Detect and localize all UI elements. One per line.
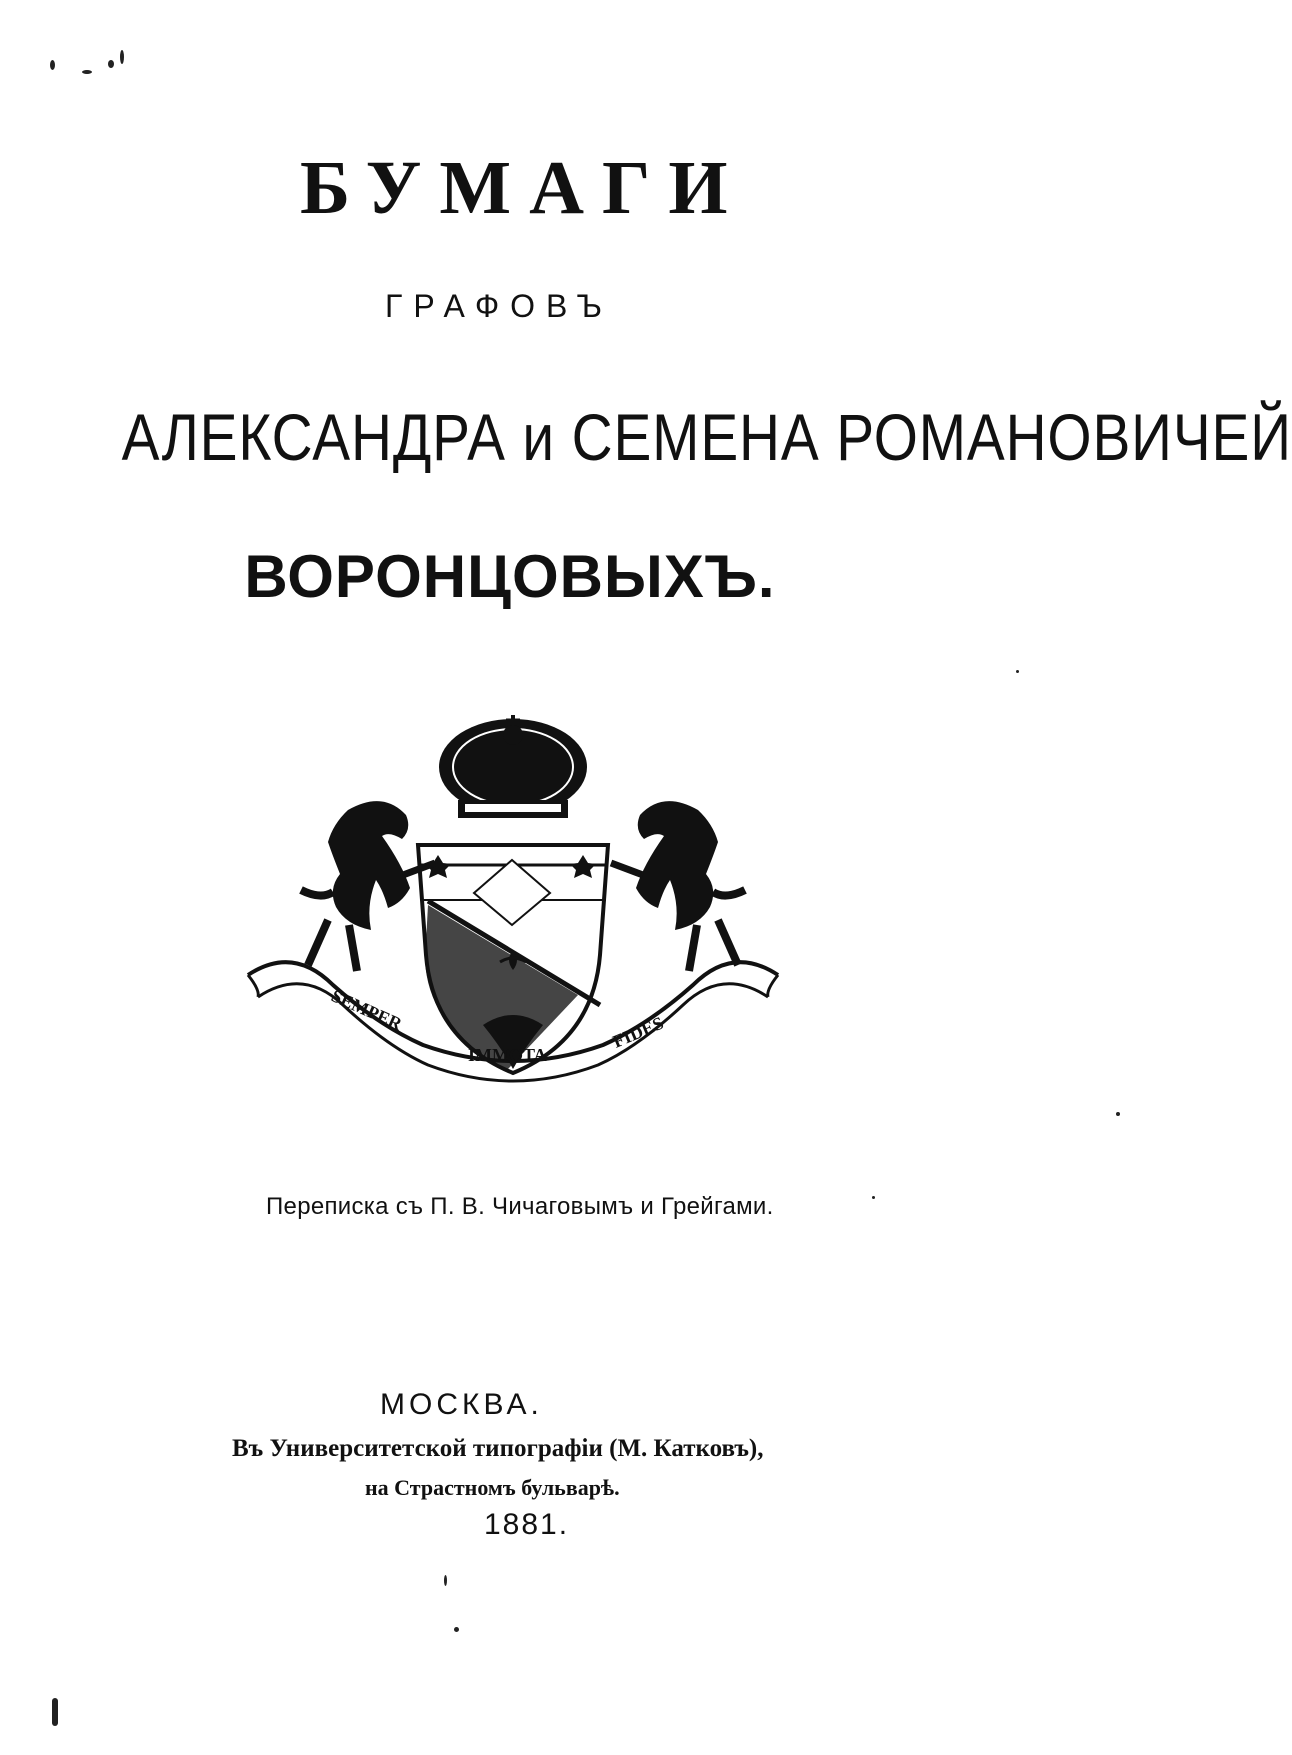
- ink-speck: [1116, 1112, 1120, 1116]
- document-family-name: ВОРОНЦОВЫХЪ.: [244, 543, 776, 610]
- document-subtitle: ГРАФОВЪ: [385, 288, 613, 324]
- document-names: АЛЕКСАНДРА и СЕМЕНА РОМАНОВИЧЕЙ: [121, 400, 1292, 474]
- motto-word-3: FIDES: [609, 1012, 667, 1052]
- ink-speck: [50, 60, 55, 70]
- publication-year: 1881.: [484, 1508, 570, 1541]
- document-title: БУМАГИ: [300, 146, 746, 230]
- publisher-name: Въ Университетской типографіи (М. Катковъ),: [232, 1435, 764, 1462]
- motto-word-2: IMMOTA: [468, 1045, 547, 1065]
- horse-supporter-left-icon: [301, 801, 435, 971]
- coat-of-arms-illustration: [238, 705, 808, 1135]
- ink-speck: [444, 1575, 447, 1586]
- crown-icon: [439, 715, 587, 818]
- ink-speck: [1016, 670, 1019, 673]
- publisher-street: на Страстномъ бульварѣ.: [365, 1475, 620, 1500]
- ink-speck: [108, 60, 114, 68]
- ink-speck: [454, 1627, 459, 1632]
- motto-word-1: SEMPER: [328, 985, 406, 1035]
- horse-supporter-right-icon: [611, 801, 745, 971]
- ink-speck: [52, 1698, 58, 1726]
- ink-speck: [120, 50, 124, 64]
- ink-speck: [872, 1196, 875, 1199]
- publisher-city: МОСКВА.: [380, 1388, 543, 1421]
- coat-of-arms: [238, 705, 808, 1135]
- ink-speck: [82, 70, 92, 74]
- correspondence-note: Переписка съ П. В. Чичаговымъ и Грейгами.: [266, 1193, 774, 1220]
